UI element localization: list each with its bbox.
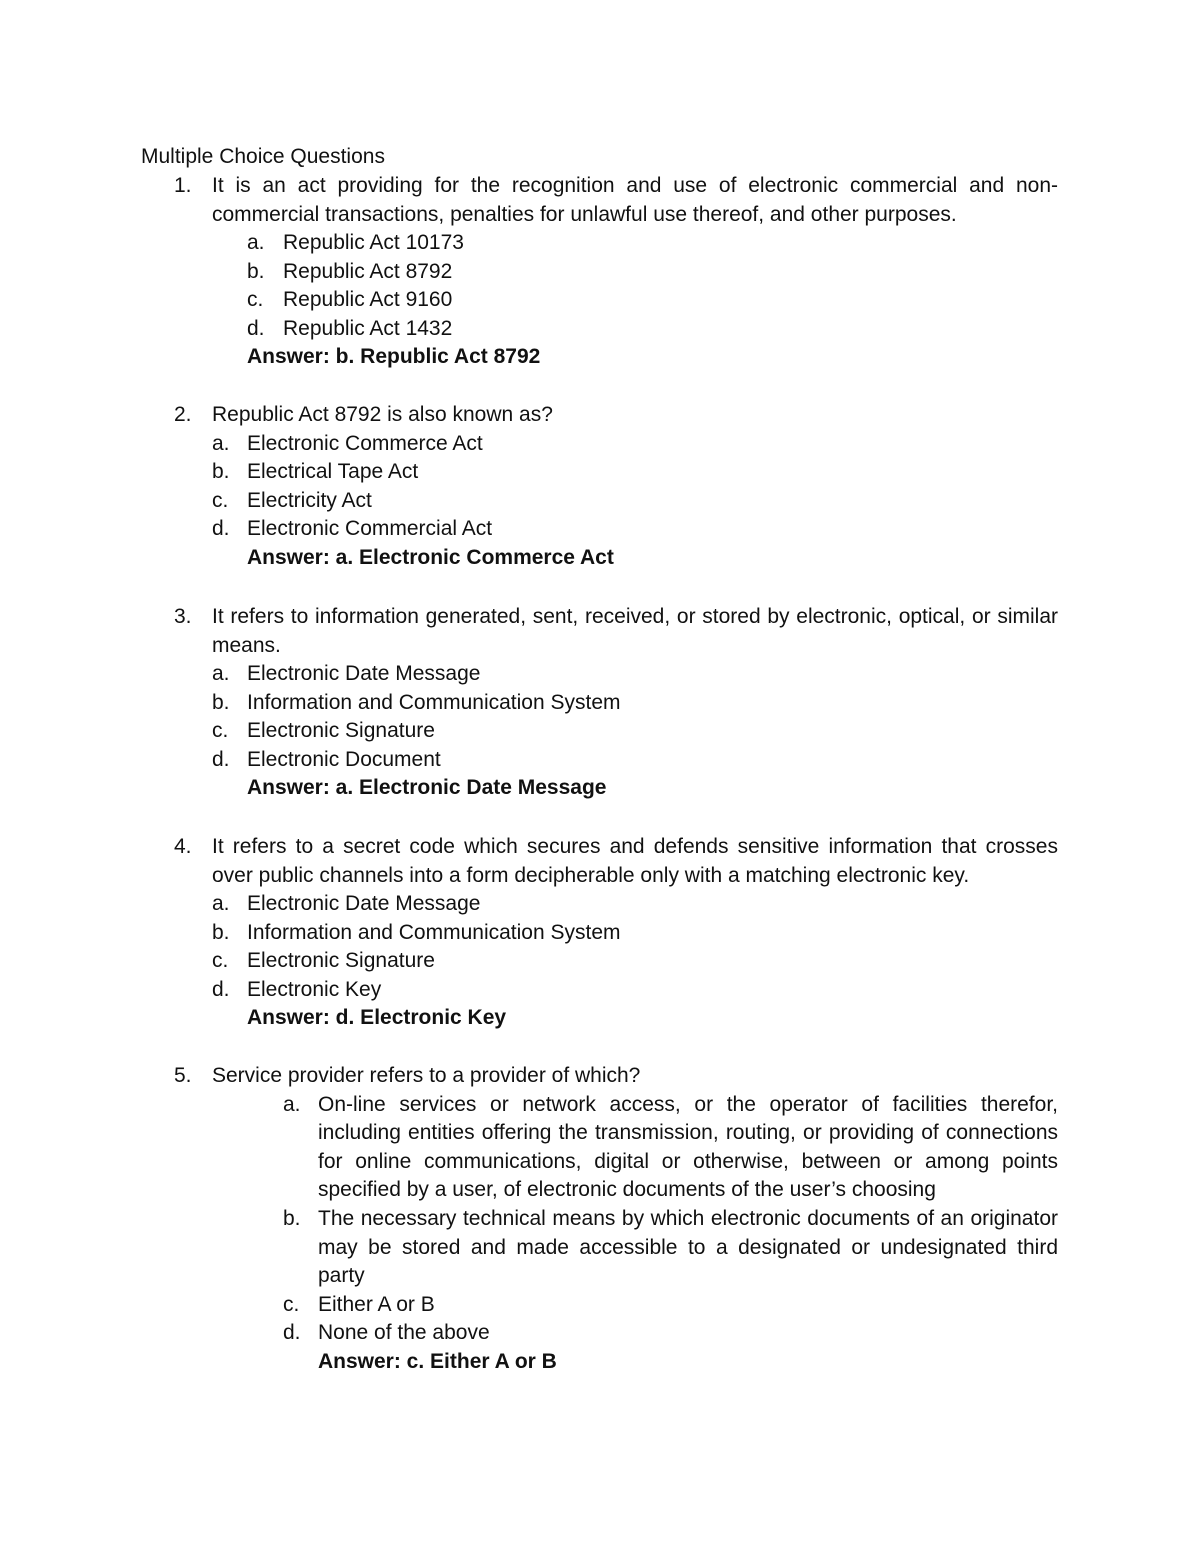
option-text: Electronic Commerce Act (247, 431, 483, 455)
option-b (0, 258, 1200, 287)
option-text: Electronic Commercial Act (247, 517, 493, 541)
option-text: On-line services or network access, or the operator of facilities therefor, including entities offering the transmission, routing, or providing of connections for online communications, digital or otherwise, between or among points specified by a user, of electronic documents of the user’s choosing (318, 1092, 1058, 1202)
option-text: Electronic Date Message (247, 892, 481, 915)
option-c (0, 286, 1200, 315)
option-letter: b. (212, 690, 230, 714)
option-text: Electrical Tape Act (247, 460, 419, 484)
question-number: 5. (174, 1064, 192, 1087)
option-b (0, 1205, 1200, 1291)
option-c (0, 947, 1200, 976)
option-a (0, 660, 1200, 689)
question-text: It is an act providing for the recognition and use of electronic commercial and non-commercial transactions, penalties for unlawful use thereof, and other purposes. (212, 174, 1058, 226)
option-letter: c. (212, 949, 229, 973)
option-d (0, 1319, 1200, 1348)
option-text: Republic Act 1432 (283, 316, 453, 340)
question-text: It refers to a secret code which secures and defends sensitive information that crosses over public channels into a form decipherable only with a matching electronic key. (212, 835, 1058, 887)
option-d (0, 976, 1200, 1005)
answer (0, 1004, 1200, 1033)
option-b (0, 689, 1200, 718)
answer-text: Answer: b. Republic Act 8792 (247, 345, 541, 369)
option-text: Republic Act 9160 (283, 288, 453, 312)
option-letter: b. (212, 460, 230, 484)
question-text: It refers to information generated, sent, received, or stored by electronic, optical, or similar means. (212, 605, 1058, 657)
option-text: None of the above (318, 1321, 490, 1345)
option-letter: a. (212, 431, 230, 455)
option-b (0, 458, 1200, 487)
answer (0, 343, 1200, 372)
option-b (0, 919, 1200, 948)
option-letter: c. (212, 488, 229, 512)
option-letter: b. (247, 259, 265, 283)
option-text: Republic Act 10173 (283, 231, 464, 254)
option-d (0, 746, 1200, 775)
option-letter: c. (283, 1292, 300, 1316)
answer-text: Answer: d. Electronic Key (247, 1006, 507, 1030)
option-c (0, 1291, 1200, 1320)
question-3 (0, 603, 1200, 803)
option-letter: d. (247, 316, 265, 340)
answer-text: Answer: c. Either A or B (318, 1349, 557, 1373)
option-a (0, 430, 1200, 459)
option-letter: d. (212, 517, 230, 541)
option-letter: c. (212, 719, 229, 743)
option-text: Electronic Key (247, 977, 382, 1001)
question-4 (0, 833, 1200, 1033)
option-text: Electronic Signature (247, 719, 435, 743)
option-text: Information and Communication System (247, 690, 621, 714)
option-text: Electricity Act (247, 488, 372, 512)
option-letter: d. (212, 747, 230, 771)
option-letter: a. (283, 1092, 301, 1116)
answer-text: Answer: a. Electronic Commerce Act (247, 545, 614, 569)
option-letter: b. (212, 920, 230, 944)
option-text: The necessary technical means by which electronic documents of an originator may be stored and made accessible to a designated or undesignated third party (318, 1206, 1058, 1288)
option-text: Republic Act 8792 (283, 259, 453, 283)
question-number: 4. (174, 835, 192, 858)
option-letter: a. (247, 231, 265, 254)
page-title: Multiple Choice Questions (141, 145, 385, 168)
option-letter: a. (212, 662, 230, 685)
question-number: 1. (174, 174, 192, 197)
question-number: 3. (174, 605, 192, 628)
option-letter: c. (247, 288, 264, 312)
option-letter: d. (283, 1321, 301, 1345)
option-text: Electronic Signature (247, 949, 435, 973)
option-d (0, 515, 1200, 544)
option-a (0, 229, 1200, 258)
option-text: Electronic Document (247, 747, 441, 771)
question-text: Service provider refers to a provider of which? (212, 1064, 641, 1087)
option-c (0, 487, 1200, 516)
option-letter: a. (212, 892, 230, 915)
question-1 (0, 172, 1200, 372)
option-text: Either A or B (318, 1292, 435, 1316)
question-number: 2. (174, 403, 192, 426)
answer (0, 544, 1200, 573)
option-a (0, 890, 1200, 919)
option-letter: d. (212, 977, 230, 1001)
answer (0, 1348, 1200, 1377)
question-5 (0, 1062, 1200, 1377)
question-text: Republic Act 8792 is also known as? (212, 403, 553, 426)
option-text: Information and Communication System (247, 920, 621, 944)
question-2 (0, 401, 1200, 573)
answer-text: Answer: a. Electronic Date Message (247, 776, 607, 800)
option-letter: b. (283, 1206, 301, 1230)
answer (0, 774, 1200, 803)
option-a (0, 1091, 1200, 1205)
option-c (0, 717, 1200, 746)
option-text: Electronic Date Message (247, 662, 481, 685)
option-d (0, 315, 1200, 344)
